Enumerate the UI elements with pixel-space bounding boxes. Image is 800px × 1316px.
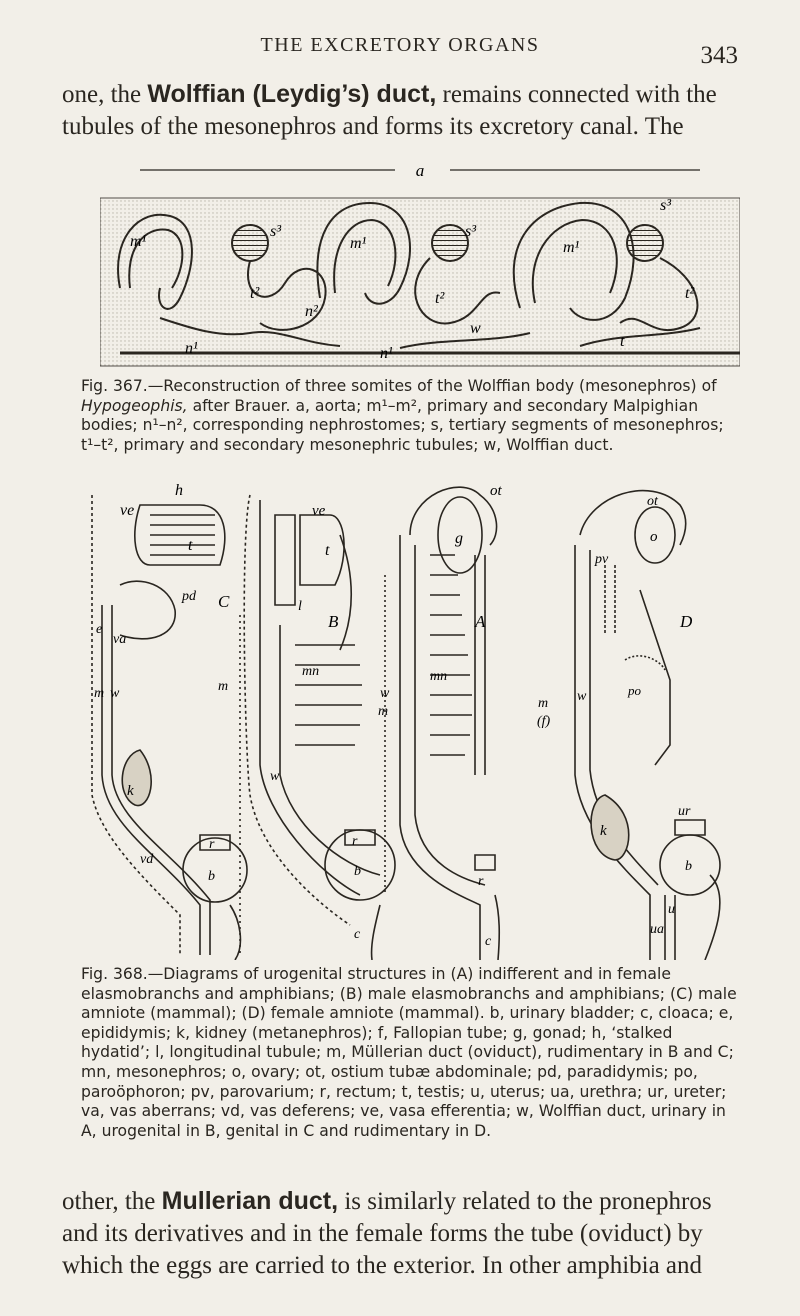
fig368-d-label-m: m: [538, 696, 549, 711]
fig368-d-label-u: u: [668, 902, 675, 917]
fig367-label-n2: n²: [305, 303, 318, 320]
running-title: THE EXCRETORY ORGANS: [260, 34, 540, 56]
fig368-b-label-b: b: [354, 864, 361, 879]
fig368-c-label-ve: ve: [120, 502, 135, 519]
fig367-label-n1-left: n¹: [185, 340, 198, 357]
fig367-label-s3-middle: s³: [465, 223, 477, 240]
fig368-b-label-ve: ve: [312, 503, 326, 519]
top-text-end: remains connected with the tubules of the mesonephros and forms its excretory canal. The: [62, 81, 717, 140]
fig368-d-label-f: (f): [537, 714, 551, 729]
fig367-number: Fig. 367.: [81, 377, 148, 395]
fig367-label-n1-middle: n¹: [380, 345, 393, 362]
panel-a: [400, 487, 499, 960]
fig368-c-label-r: r: [209, 837, 215, 852]
fig367-caption-part1: —Reconstruction of three somites of the Wolffian body (mesonephros) of: [147, 377, 717, 395]
fig368-b-label-l: l: [298, 599, 302, 614]
fig368-c-label-k: k: [127, 783, 134, 799]
fig368-a-label-mn: mn: [430, 669, 448, 684]
fig368-c-label-pd: pd: [182, 589, 196, 604]
bottom-text-bold: Mullerian duct,: [161, 1187, 339, 1215]
fig368-a-label-A: A: [475, 612, 486, 631]
top-text-start: one, the: [62, 81, 148, 108]
fig368-d-label-ot: ot: [647, 494, 658, 509]
fig368-c-label-va: va: [113, 632, 127, 647]
fig368-c-label-e: e: [96, 622, 103, 637]
fig367-label-m1-right: m¹: [563, 239, 580, 256]
fig368-caption-text: —Diagrams of urogenital structures in (A) indifferent and in female elasmobranchs and amphibians; (B) male elasmobranchs and amphibians; (C) male amniote (mammal); (D) female amniote (mammal). b, urinary bladder; c, cloaca; e, epididymis; k, kidney (metanephros); f, Fallopian tube; g, gonad; h, ‘stalked hydatid’; l, longitudinal tubule; m, Müllerian duct (oviduct), rudimentary in B and C; mn, mesonephros; o, ovary; ot, ostium tubæ abdominale; pd, paradidymis; po, paroöphoron; pv, parovarium; r, rectum; t, testis; u, uterus; ua, urethra; ur, ureter; va, vas aberrans; vd, vas deferens; ve, vasa efferentia; w, Wolffian duct, urinary in A, urogenital in B, genital in C and rudimentary in D.: [81, 965, 737, 1140]
fig368-d-label-o: o: [650, 529, 658, 545]
panel-c: [92, 495, 247, 960]
fig368-d-label-D: D: [680, 612, 693, 631]
fig368-b-label-r: r: [352, 834, 358, 849]
fig367-label-t2-middle: t²: [435, 290, 445, 307]
figure-367: [100, 148, 740, 370]
fig367-label-a: a: [415, 161, 425, 180]
fig368-c-label-m-left: m: [94, 686, 105, 701]
fig368-c-label-t: t: [188, 537, 193, 554]
fig367-label-t2-right: t²: [685, 285, 695, 302]
fig368-c-label-m-right: m: [218, 679, 229, 694]
fig368-a-label-c: c: [485, 934, 492, 949]
fig368-c-label-vd: vd: [140, 852, 154, 867]
fig368-b-label-w-side: w: [380, 686, 390, 701]
panel-b: [244, 495, 395, 960]
fig367-label-w: w: [470, 320, 481, 337]
fig368-d-label-w: w: [577, 689, 587, 704]
fig368-b-label-t: t: [325, 542, 330, 559]
fig367-species: Hypogeophis,: [81, 396, 188, 415]
fig368-c-label-C: C: [218, 592, 230, 611]
fig368-b-label-m-side: m: [378, 704, 389, 719]
figure-367-caption: [81, 377, 741, 455]
fig368-number: Fig. 368.: [81, 965, 148, 983]
fig368-d-label-pv: pv: [595, 552, 609, 567]
top-paragraph: [62, 78, 742, 143]
fig368-b-label-B: B: [328, 612, 339, 631]
fig368-a-label-ot: ot: [490, 483, 502, 499]
top-text-bold: Wolffian (Leydig’s) duct,: [147, 80, 437, 108]
fig367-label-t2-left: t²: [250, 285, 260, 302]
fig368-b-label-w: w: [270, 769, 280, 784]
fig368-a-label-r: r: [478, 874, 484, 889]
fig368-d-label-b: b: [685, 859, 692, 874]
figure-368-caption: [81, 965, 741, 1141]
fig368-b-label-c: c: [354, 927, 361, 942]
fig368-d-label-ur: ur: [678, 804, 691, 819]
fig367-label-m1-middle: m¹: [350, 235, 367, 252]
fig368-d-label-ua: ua: [650, 922, 664, 937]
fig367-label-m1-left: m¹: [130, 233, 147, 250]
fig368-c-label-w: w: [110, 686, 120, 701]
fig368-c-label-h: h: [175, 482, 183, 499]
fig367-label-s3-right: s³: [660, 197, 672, 214]
fig368-c-label-b: b: [208, 869, 215, 884]
fig367-label-s3-left: s³: [270, 223, 282, 240]
bottom-text-end: is similarly related to the pronephros and its derivatives and in the female forms the tube (oviduct) by which the eggs are carried to the exterior. In other amphibia and: [62, 1188, 712, 1279]
fig368-b-label-mn: mn: [302, 664, 320, 679]
fig367-label-t: t: [620, 333, 625, 350]
fig368-a-label-g: g: [455, 530, 463, 547]
fig367-caption-part2: after Brauer. a, aorta; m¹–m², primary and secondary Malpighian bodies; n¹–n², corresponding nephrostomes; s, tertiary segments of mesonephros; t¹–t², primary and secondary mesonephric tubules; w, Wolffian duct.: [81, 396, 724, 454]
figure-368: [80, 475, 740, 960]
page-number: 343: [700, 42, 738, 69]
fig368-d-label-k: k: [600, 823, 607, 839]
bottom-paragraph: [62, 1185, 742, 1282]
bottom-text-start: other, the: [62, 1188, 162, 1215]
fig368-d-label-po: po: [628, 683, 641, 698]
